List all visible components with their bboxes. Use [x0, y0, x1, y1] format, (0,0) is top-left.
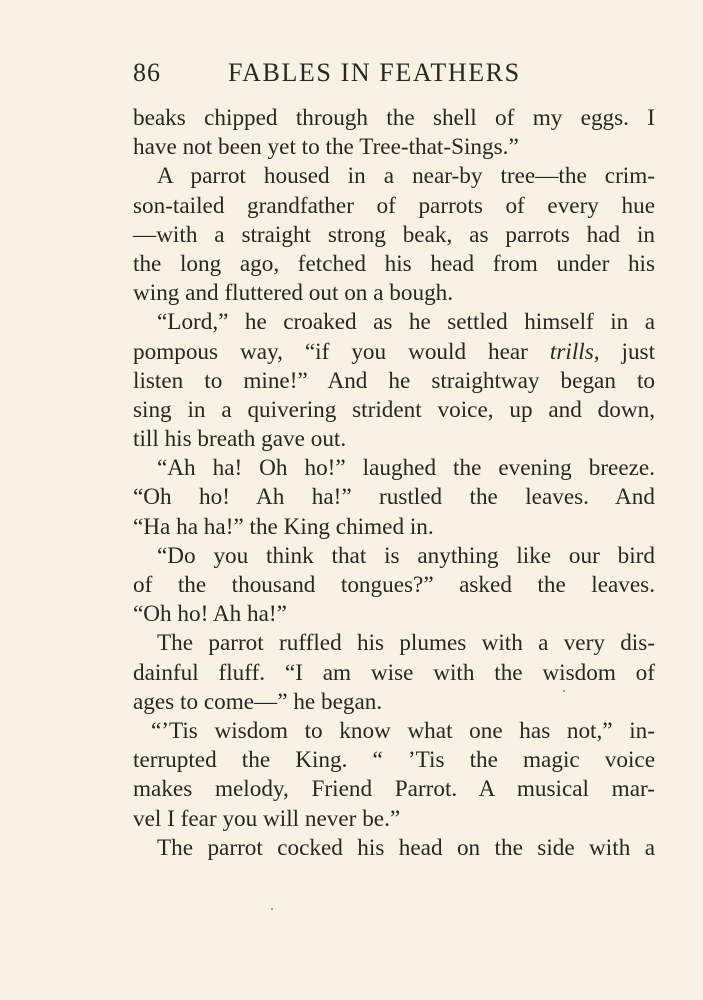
- body-text: [133, 104, 655, 863]
- text-line: “Oh ho! Ah ha!” rustled the leaves. And: [133, 484, 655, 511]
- text-line: “Oh ho! Ah ha!”: [133, 601, 287, 628]
- text-line: A parrot housed in a near-by tree—the crim-: [157, 163, 655, 190]
- text-line: sing in a quivering strident voice, up and down,: [133, 396, 655, 423]
- text-line: “Ha ha ha!” the King chimed in.: [133, 513, 434, 540]
- text-line: vel I fear you will never be.”: [133, 805, 401, 832]
- text-line: [133, 338, 655, 367]
- text-line: wing and fluttered out on a bough.: [133, 280, 454, 307]
- text-segment: just: [621, 338, 656, 365]
- text-line: dainful fluff. “I am wise with the wisdom of: [133, 659, 655, 686]
- italic-word: trills,: [549, 338, 600, 365]
- text-line: The parrot ruffled his plumes with a very dis-: [157, 630, 655, 657]
- text-line: till his breath gave out.: [133, 426, 347, 453]
- text-line: “Ah ha! Oh ho!” laughed the evening breeze.: [157, 455, 655, 482]
- text-line: “’Tis wisdom to know what one has not,” in-: [151, 717, 655, 744]
- text-segment: pompous way, “if you would hear: [133, 338, 528, 365]
- page-header: [133, 58, 655, 90]
- text-line: of the thousand tongues?” asked the leaves.: [133, 572, 655, 598]
- text-line: makes melody, Friend Parrot. A musical mar-: [133, 776, 655, 803]
- text-line: ages to come—” he began.: [133, 688, 383, 715]
- text-line: terrupted the King. “ ’Tis the magic voice: [133, 747, 655, 774]
- text-line: beaks chipped through the shell of my eggs. I: [133, 105, 655, 131]
- running-head: FABLES IN FEATHERS: [228, 58, 521, 87]
- text-line: have not been yet to the Tree-that-Sings.”: [133, 134, 519, 161]
- paper-speck: [563, 690, 565, 692]
- text-line: The parrot cocked his head on the side with a: [157, 834, 655, 861]
- page-number: 86: [133, 58, 161, 87]
- paper-speck: [271, 908, 273, 910]
- text-line: “Lord,” he croaked as he settled himself in a: [157, 309, 655, 336]
- text-line: “Do you think that is anything like our bird: [157, 542, 655, 569]
- text-line: —with a straight strong beak, as parrots had in: [133, 221, 655, 248]
- text-line: son-tailed grandfather of parrots of every hue: [133, 192, 655, 219]
- text-line: listen to mine!” And he straightway began to: [133, 367, 655, 394]
- text-line: the long ago, fetched his head from under his: [133, 250, 655, 277]
